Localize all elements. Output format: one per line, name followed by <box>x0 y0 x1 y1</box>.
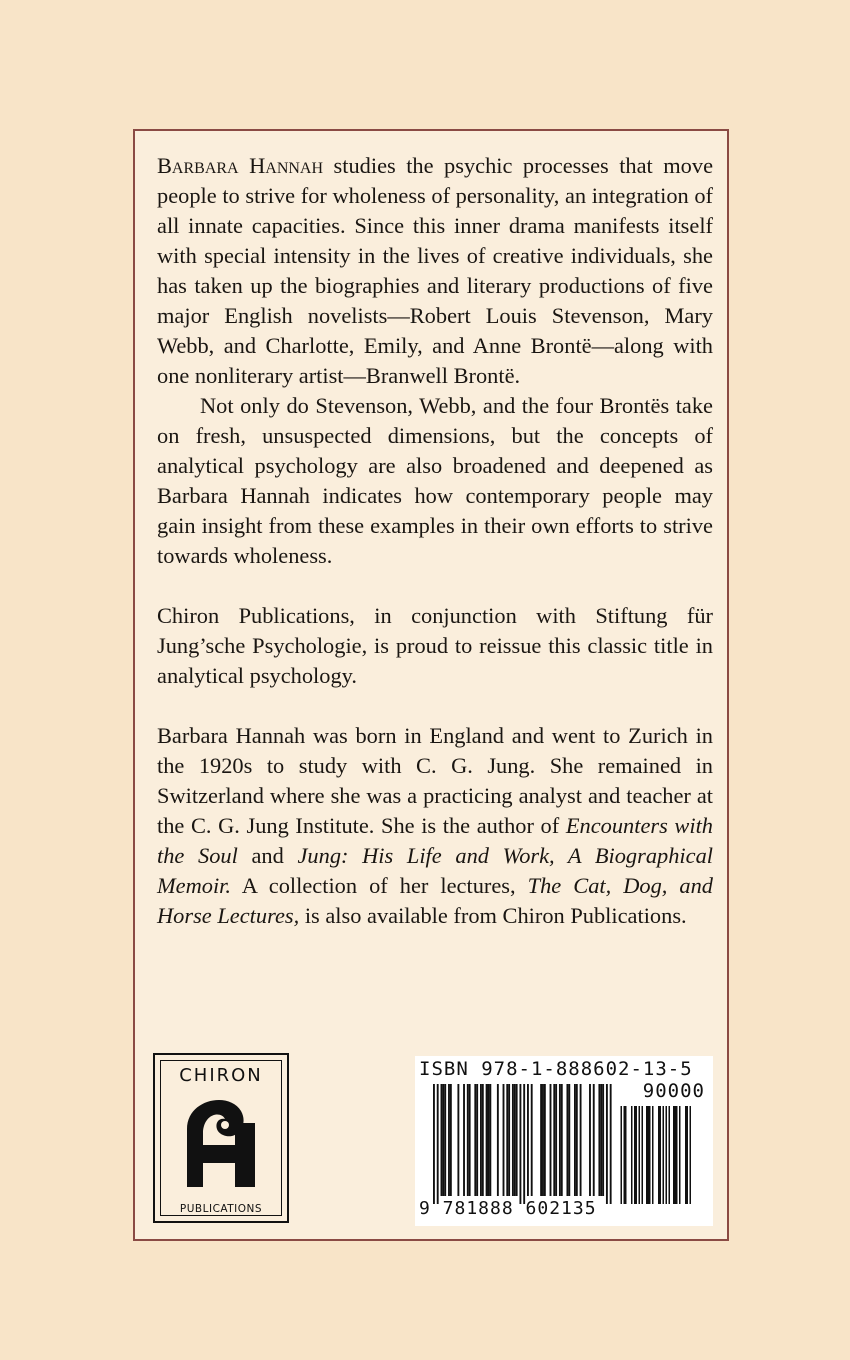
addon-bar-0 <box>621 1106 623 1204</box>
barcode-bar-43 <box>593 1084 595 1196</box>
barcode-bar-2 <box>441 1084 443 1196</box>
price-code: 90000 <box>642 1080 705 1102</box>
back-cover-panel <box>133 129 729 1241</box>
barcode-bar-7 <box>457 1084 459 1196</box>
addon-bar-20 <box>679 1106 681 1204</box>
chiron-logo-icon <box>169 1089 269 1189</box>
barcode-bar-45 <box>600 1084 602 1196</box>
barcode-bar-35 <box>559 1084 561 1196</box>
addon-bar-5 <box>636 1106 638 1204</box>
addon-bar-3 <box>631 1106 633 1204</box>
blurb-text <box>157 151 713 931</box>
barcode-bar-37 <box>566 1084 568 1196</box>
barcode-bar-26 <box>523 1084 525 1204</box>
book-title-1: Encounters with the Soul <box>157 813 713 868</box>
addon-bar-22 <box>687 1106 689 1204</box>
addon-bar-10 <box>649 1106 651 1204</box>
logo-bottom-text: PUBLICATIONS <box>179 1203 263 1215</box>
addon-bar-1 <box>624 1106 626 1204</box>
author-bio: Barbara Hannah was born in England and went to Zurich in the 1920s to study with C. G. Jung. She remained in Switzerland where she was a practicing analyst and teacher at the C. G. Jung Institute. She is the author of Encounters with the Soul and Jung: His Life and Work, A Biographical Memoir. A collection of her lectures, The Cat, Dog, and Horse Lectures, is also available from Chiron Publications. <box>157 723 714 928</box>
barcode-bar-36 <box>561 1084 563 1196</box>
barcode-bar-4 <box>444 1084 446 1196</box>
barcode-bar-19 <box>503 1084 505 1196</box>
barcode-bar-41 <box>580 1084 582 1196</box>
publisher-note: Chiron Publications, in conjunction with Stiftung für Jung’sche Psychologie, is proud to reissue this classic title in analytical psychology. <box>157 603 713 688</box>
barcode-bar-44 <box>598 1084 600 1196</box>
addon-bar-18 <box>675 1106 677 1204</box>
barcode-bar-6 <box>450 1084 452 1196</box>
barcode-bar-3 <box>442 1084 444 1196</box>
barcode-bar-9 <box>467 1084 469 1196</box>
barcode-bar-47 <box>606 1084 608 1204</box>
addon-bar-13 <box>660 1106 662 1204</box>
barcode-bar-29 <box>540 1084 542 1196</box>
addon-bar-9 <box>648 1106 650 1204</box>
barcode-bar-20 <box>506 1084 508 1196</box>
barcode-bar-13 <box>480 1084 482 1196</box>
addon-bar-16 <box>669 1106 671 1204</box>
barcode-bar-40 <box>576 1084 578 1196</box>
addon-bar-8 <box>646 1106 648 1204</box>
barcode-bar-1 <box>437 1084 439 1204</box>
addon-bar-23 <box>690 1106 692 1204</box>
addon-bar-4 <box>634 1106 636 1204</box>
barcode-bar-46 <box>602 1084 604 1196</box>
barcode-bar-28 <box>531 1084 533 1196</box>
barcode-bar-11 <box>474 1084 476 1196</box>
isbn-barcode <box>415 1056 713 1226</box>
isbn-label: ISBN 978-1-888602-13-5 <box>419 1058 693 1080</box>
book-title-3: The Cat, Dog, and Horse Lectures, <box>157 873 714 928</box>
logo-top-text: CHIRON <box>179 1065 263 1086</box>
addon-bar-15 <box>666 1106 668 1204</box>
barcode-bar-38 <box>568 1084 570 1196</box>
addon-bar-21 <box>685 1106 687 1204</box>
barcode-bar-17 <box>489 1084 491 1196</box>
barcode-bar-33 <box>553 1084 555 1196</box>
addon-bar-17 <box>673 1106 675 1204</box>
barcode-bar-14 <box>482 1084 484 1196</box>
barcode-bar-16 <box>488 1084 490 1196</box>
barcode-bar-18 <box>497 1084 499 1196</box>
addon-bar-12 <box>658 1106 660 1204</box>
barcode-bar-24 <box>516 1084 518 1196</box>
ean-digits: 9 781888 602135 <box>419 1198 597 1219</box>
addon-bar-19 <box>676 1106 678 1204</box>
barcode-bar-12 <box>476 1084 478 1196</box>
barcode-bar-48 <box>610 1084 612 1204</box>
barcode-bar-25 <box>519 1084 521 1204</box>
barcode-bar-21 <box>508 1084 510 1196</box>
addon-bar-11 <box>652 1106 654 1204</box>
book-title-2: Jung: His Life and Work, A Biographical Memoir. <box>157 843 713 898</box>
barcode-bar-23 <box>514 1084 516 1196</box>
publisher-logo <box>153 1053 289 1223</box>
barcode-bar-0 <box>433 1084 435 1204</box>
barcode-bar-22 <box>512 1084 514 1196</box>
barcode-bar-30 <box>542 1084 544 1196</box>
barcode-bar-31 <box>544 1084 546 1196</box>
blurb-paragraph-1: Barbara Hannah studies the psychic processes that move people to strive for wholeness of personality, an integration of all innate capacities. Since this inner drama manifests itself with special intensity in the lives of creative individuals, she has taken up the biographies and literary productions of five major English novelists—Robert Louis Stevenson, Mary Webb, and Charlotte, Emily, and Anne Brontë—along with one nonliterary artist—Branwell Brontë. <box>157 153 714 388</box>
blurb-paragraph-2: Not only do Stevenson, Webb, and the four Brontës take on fresh, unsuspected dimensions, but the concepts of analytical psychology are also broadened and deepened as Barbara Hannah indicates how contemporary people may gain insight from these examples in their own efforts to strive towards wholeness. <box>157 393 713 568</box>
barcode-bar-15 <box>486 1084 488 1196</box>
barcode-bar-42 <box>589 1084 591 1196</box>
addon-bar-14 <box>663 1106 665 1204</box>
author-name: Barbara Hannah <box>157 153 324 178</box>
barcode-bar-8 <box>463 1084 465 1196</box>
barcode-bar-27 <box>527 1084 529 1196</box>
addon-bar-7 <box>642 1106 644 1204</box>
barcode-bar-10 <box>469 1084 471 1196</box>
barcode-bar-5 <box>448 1084 450 1196</box>
addon-bar-2 <box>625 1106 627 1204</box>
barcode-bar-39 <box>574 1084 576 1196</box>
barcode-bar-34 <box>555 1084 557 1196</box>
barcode-bar-32 <box>550 1084 552 1196</box>
addon-bar-6 <box>639 1106 641 1204</box>
